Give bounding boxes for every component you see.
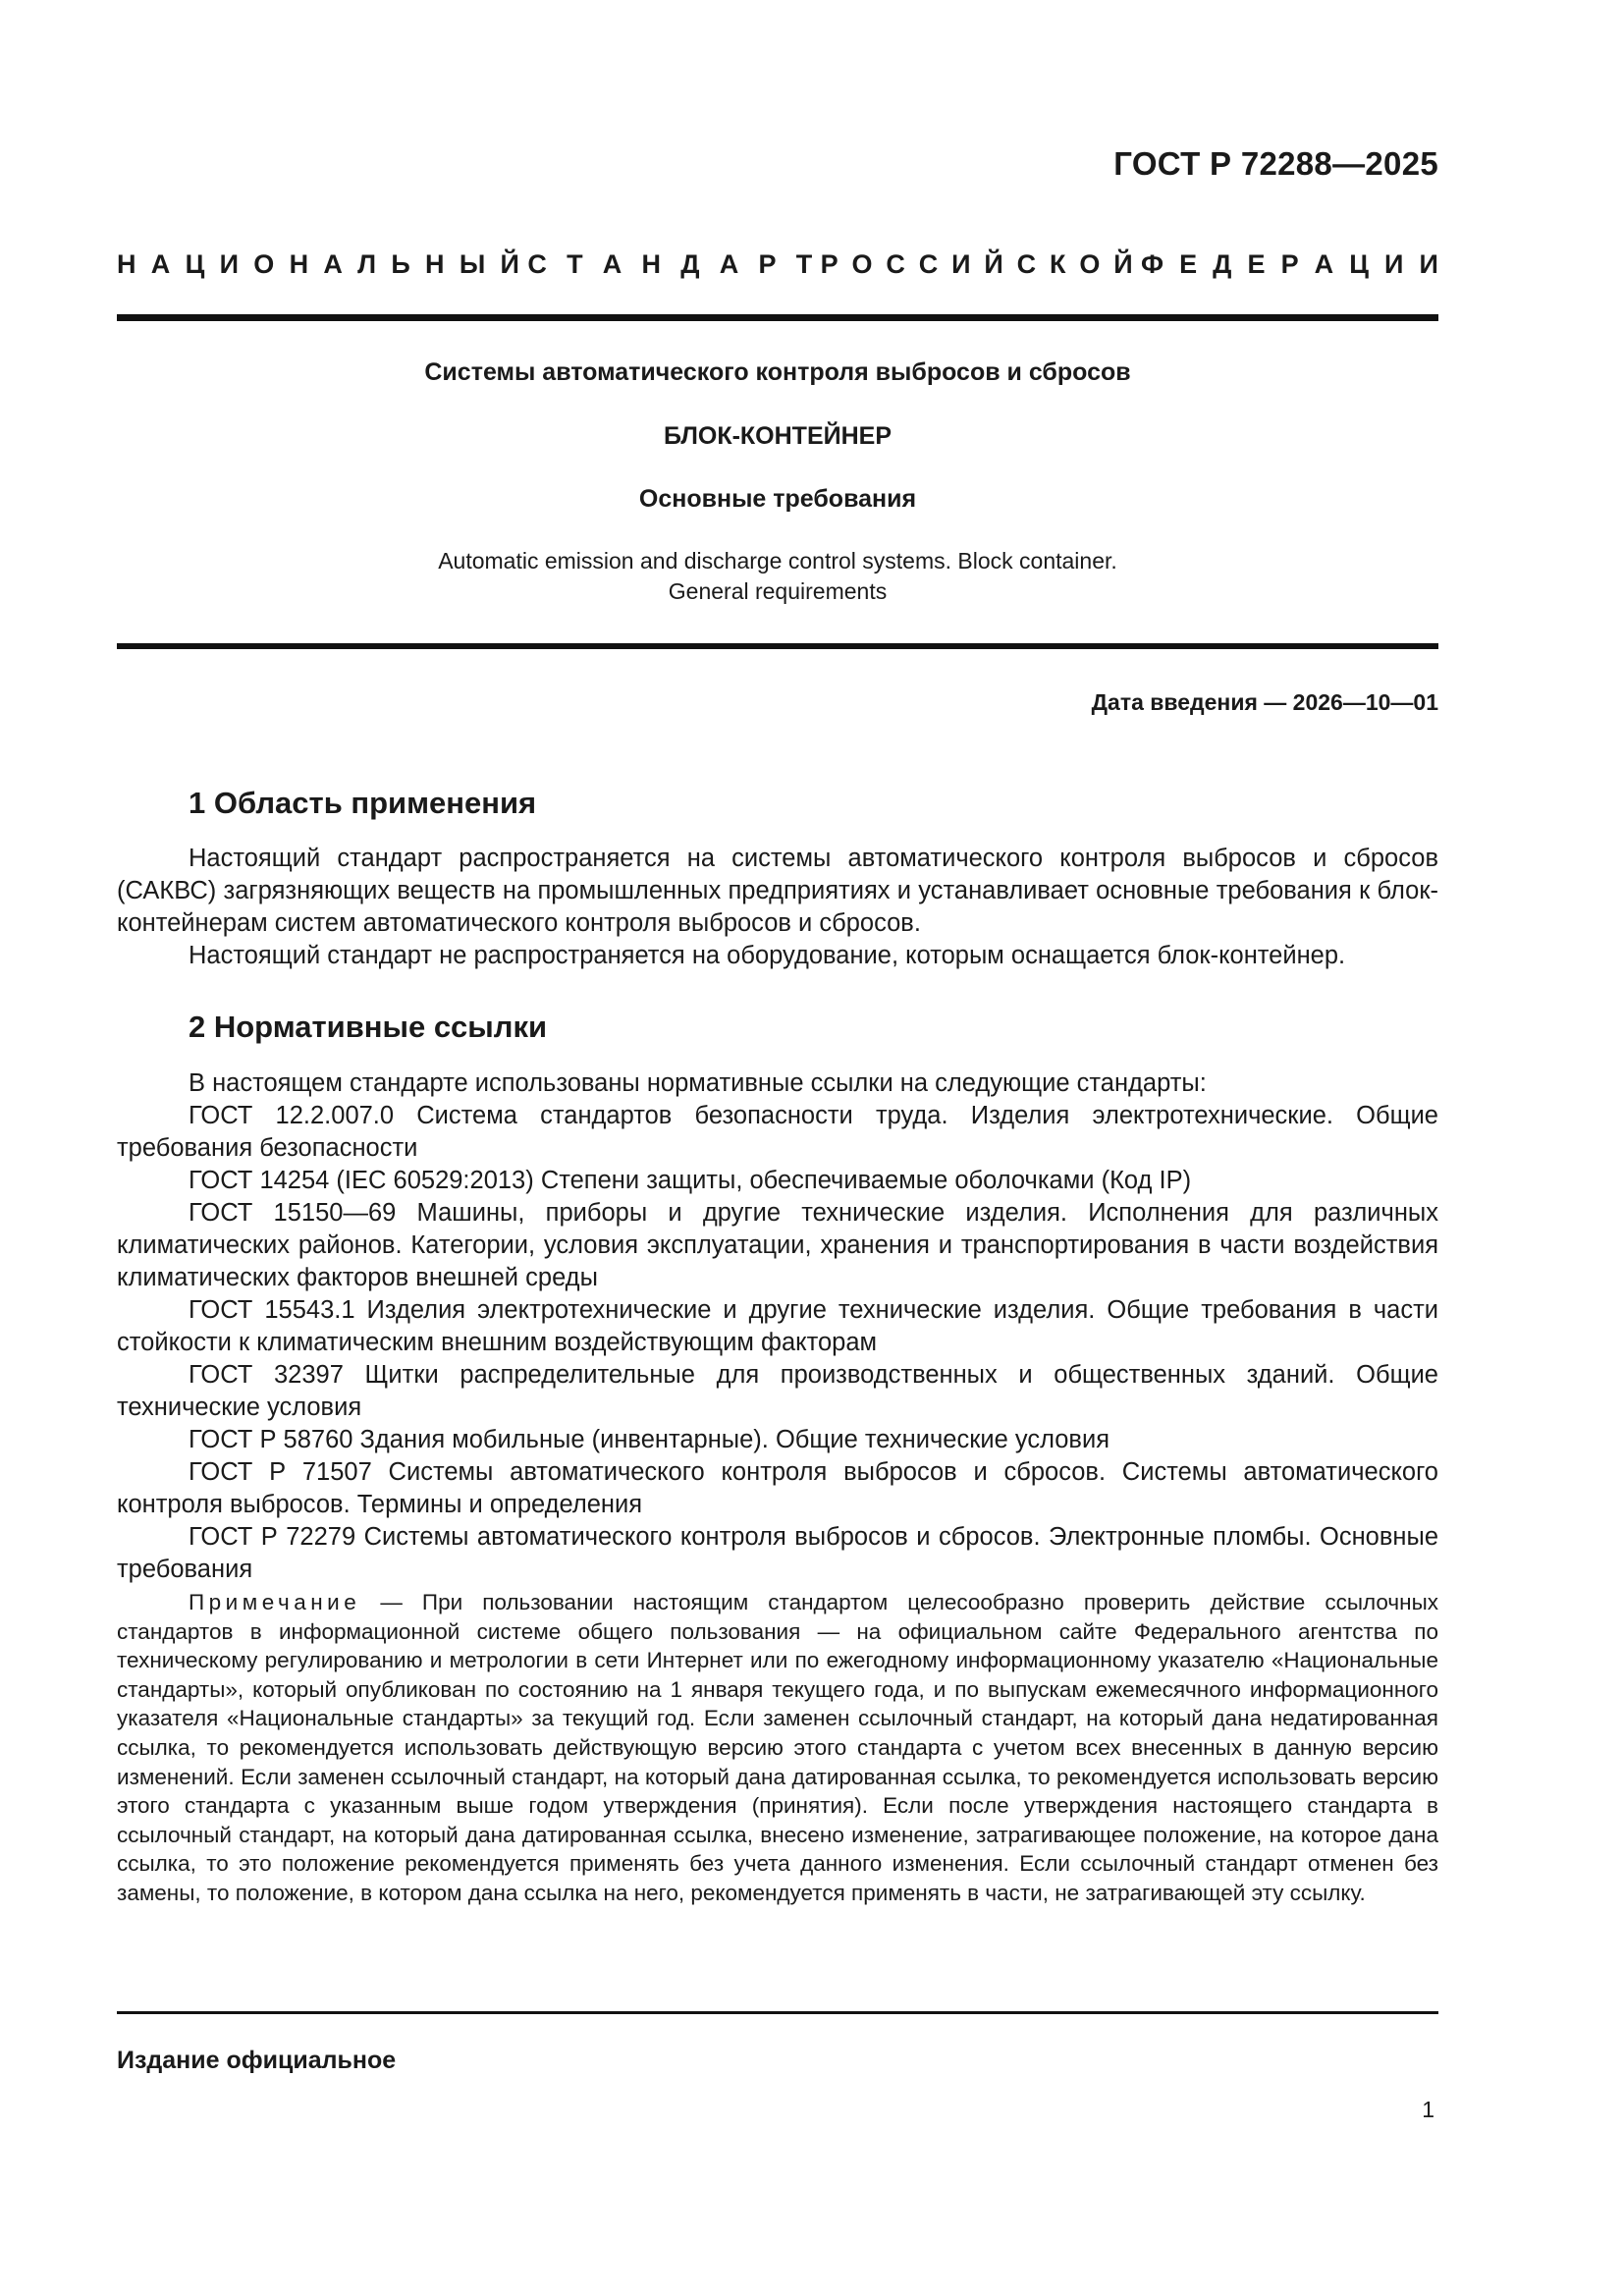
document-id: ГОСТ Р 72288—2025: [1113, 145, 1438, 182]
section-2-intro: В настоящем стандарте использованы нормативные ссылки на следующие стандарты:: [189, 1069, 1207, 1097]
edition-label: Издание официальное: [117, 2047, 397, 2074]
title-divider: [117, 643, 1438, 649]
title-letter: Н: [425, 249, 445, 279]
standard-requirements: Основные требования: [638, 485, 917, 513]
section-2-heading: 2 Нормативные ссылки: [189, 1010, 548, 1044]
title-letter: А: [602, 249, 622, 279]
header-divider: [117, 314, 1438, 321]
reference-item: ГОСТ Р 58760 Здания мобильные (инвентарные). Общие технические условия: [189, 1426, 1110, 1453]
section-2-body: [117, 1067, 1438, 1586]
title-letter: С: [918, 249, 939, 279]
title-letter: С: [1016, 249, 1037, 279]
reference-item: ГОСТ 32397 Щитки распределительные для производственных и общественных зданий. Общие технические условия: [117, 1361, 1438, 1421]
note-text: — При пользовании настоящим стандартом целесообразно проверить действие ссылочных стандартов в информационной системе общего пользования — на официальном сайте Федерального агентства по техническому регулированию и метрологии в сети Интернет или по ежегодному информационному указателю «Национальные стандарты», который опубликован по состоянию на 1 января текущего года, и по выпускам ежемесячного информационного указателя «Национальные стандарты» за текущий год. Если заменен ссылочный стандарт, на который дана недатированная ссылка, то рекомендуется использовать действующую версию этого стандарта с учетом всех внесенных в данную версию изменений. Если заменен ссылочный стандарт, на который дана датированная ссылка, то рекомендуется использовать версию этого стандарта с указанным выше годом утверждения (принятия). Если после утверждения настоящего стандарта в ссылочный стандарт, на который дана датированная ссылка, внесено изменение, затрагивающее положение, на которое дана ссылка, то это положение рекомендуется применять без учета данного изменения. Если ссылочный стандарт отменен без замены, то положение, в котором дана ссылка на него, рекомендуется применять в части, не затрагивающей эту ссылку.: [117, 1590, 1438, 1905]
title-letter: Ь: [391, 249, 410, 279]
title-letter: Е: [1179, 249, 1198, 279]
title-letter: Л: [357, 249, 377, 279]
title-letter: К: [1050, 249, 1066, 279]
reference-item: ГОСТ 15150—69 Машины, приборы и другие технические изделия. Исполнения для различных климатических районов. Категории, условия эксплуатации, хранения и транспортирования в части воздействия климатических факторов внешней среды: [117, 1199, 1438, 1291]
section-1-paragraph: Настоящий стандарт распространяется на системы автоматического контроля выбросов и сбросов (САКВС) загрязняющих веществ на промышленных предприятиях и устанавливает основные требования к блок-контейнерам систем автоматического контроля выбросов и сбросов.: [117, 845, 1438, 937]
national-title-word-3: [821, 249, 1133, 280]
title-letter: И: [951, 249, 971, 279]
title-letter: Р: [1280, 249, 1299, 279]
english-title-line-1: Automatic emission and discharge control systems. Block container.: [438, 548, 1117, 574]
national-title-word-4: [1141, 249, 1438, 280]
title-letter: Ф: [1140, 249, 1164, 279]
title-letter: Н: [641, 249, 662, 279]
title-letter: О: [253, 249, 275, 279]
title-letter: Н: [289, 249, 309, 279]
title-letter: Н: [117, 249, 136, 279]
section-1-heading: 1 Область применения: [189, 786, 537, 820]
title-letter: Й: [1113, 249, 1133, 279]
title-letter: Д: [1213, 249, 1232, 279]
document-page: [117, 0, 1438, 2296]
title-letter: Е: [1247, 249, 1266, 279]
section-1-body: [117, 843, 1438, 972]
title-letter: Т: [567, 249, 583, 279]
introduction-date: Дата введения — 2026—10—01: [1091, 689, 1438, 715]
title-letter: А: [719, 249, 739, 279]
title-letter: О: [851, 249, 873, 279]
title-letter: И: [219, 249, 239, 279]
national-title-word-1: [117, 249, 519, 280]
title-letter: О: [1079, 249, 1101, 279]
standard-product: БЛОК-КОНТЕЙНЕР: [664, 422, 892, 450]
note-label: Примечание: [189, 1590, 361, 1614]
reference-item: ГОСТ 15543.1 Изделия электротехнические и другие технические изделия. Общие требования в части стойкости к климатическим внешним воздействующим факторам: [117, 1296, 1438, 1356]
title-letter: И: [1384, 249, 1404, 279]
title-letter: С: [886, 249, 905, 279]
standard-subject: Системы автоматического контроля выбросов и сбросов: [424, 358, 1131, 386]
title-letter: И: [1419, 249, 1438, 279]
national-title-word-2: [527, 249, 812, 280]
title-letter: Й: [500, 249, 519, 279]
title-letter: Р: [758, 249, 777, 279]
title-letter: Р: [820, 249, 839, 279]
title-letter: А: [323, 249, 343, 279]
national-standard-title: [117, 249, 1438, 280]
reference-item: ГОСТ Р 71507 Системы автоматического контроля выбросов и сбросов. Системы автоматического контроля выбросов. Термины и определения: [117, 1458, 1438, 1518]
reference-item: ГОСТ Р 72279 Системы автоматического контроля выбросов и сбросов. Электронные пломбы. Основные требования: [117, 1523, 1438, 1583]
reference-item: ГОСТ 14254 (IEC 60529:2013) Степени защиты, обеспечиваемые оболочками (Код IP): [189, 1167, 1192, 1194]
title-letter: Т: [795, 249, 813, 279]
reference-item: ГОСТ 12.2.007.0 Система стандартов безопасности труда. Изделия электротехнические. Общие требования безопасности: [117, 1102, 1438, 1162]
title-letter: Й: [984, 249, 1003, 279]
page-number: 1: [1422, 2097, 1434, 2122]
title-letter: Ц: [1349, 249, 1369, 279]
title-letter: Ы: [459, 249, 486, 279]
title-letter: Ц: [185, 249, 205, 279]
english-title-line-2: General requirements: [668, 578, 888, 604]
section-1-paragraph: Настоящий стандарт не распространяется на оборудование, которым оснащается блок-контейнер.: [189, 942, 1346, 969]
title-letter: С: [527, 249, 547, 279]
title-letter: А: [1314, 249, 1334, 279]
title-letter: Д: [680, 249, 700, 279]
title-letter: А: [150, 249, 171, 279]
footer-divider: [117, 2011, 1438, 2014]
reference-note: [117, 1588, 1438, 1908]
